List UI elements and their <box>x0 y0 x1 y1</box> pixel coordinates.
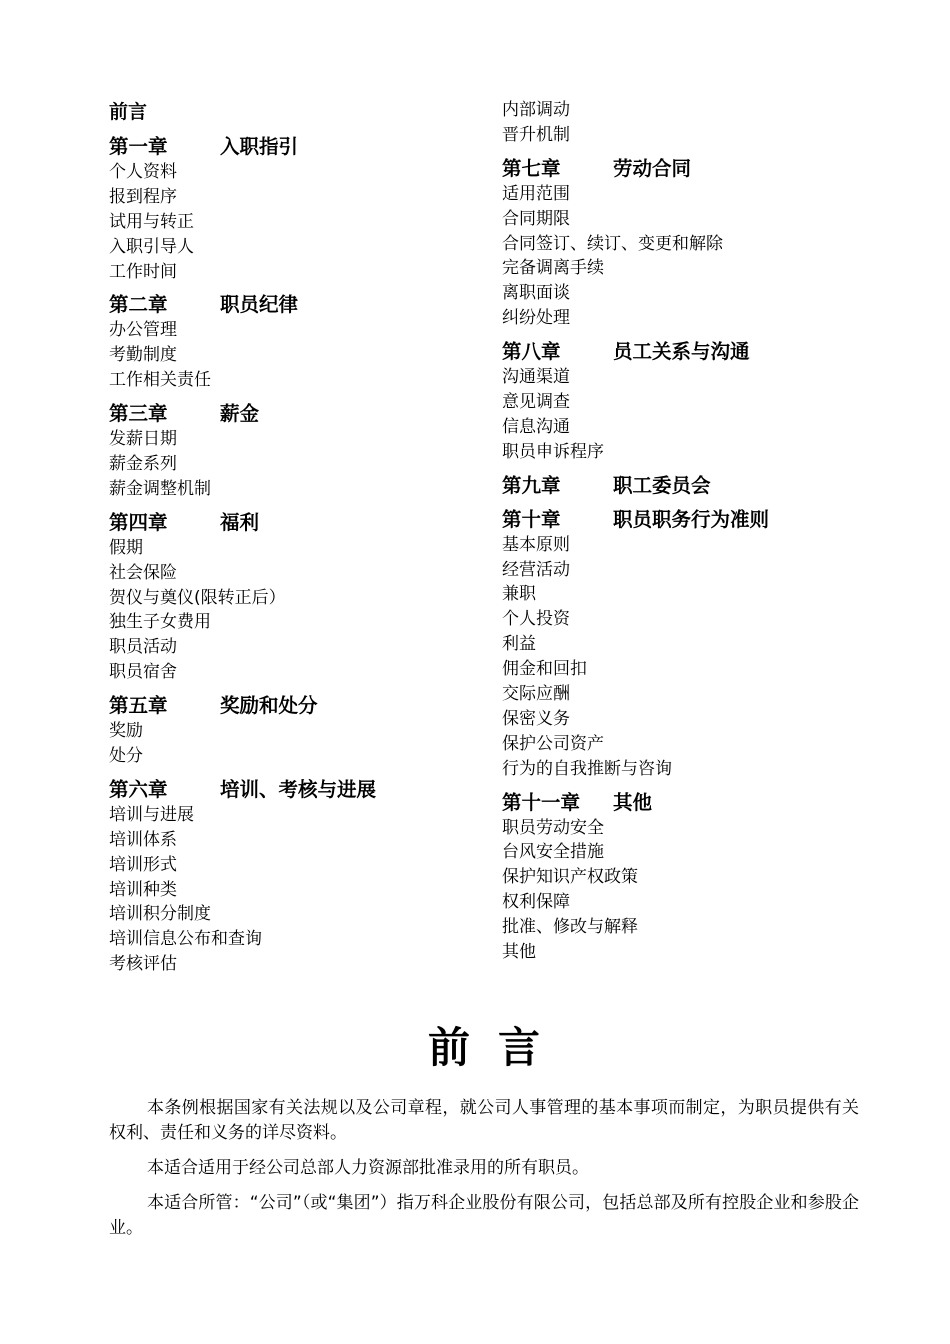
toc-chapter <box>502 790 882 965</box>
toc-item: 批准、修改与解释 <box>502 917 638 938</box>
toc-item: 薪金调整机制 <box>109 478 211 499</box>
chapter-heading <box>109 134 479 160</box>
toc-item: 试用与转正 <box>109 211 194 232</box>
toc-item: 个人资料 <box>109 162 177 182</box>
toc-item: 假期 <box>109 537 143 558</box>
toc-item: 培训信息公布和查询 <box>109 929 262 950</box>
chapter-title: 职员纪律 <box>220 293 299 317</box>
toc-chapter <box>109 693 479 769</box>
chapter-number: 第六章 <box>109 777 168 801</box>
toc-item: 保护公司资产 <box>502 733 604 754</box>
toc-item: 培训种类 <box>109 879 177 900</box>
toc-item: 完备调离手续 <box>502 258 604 279</box>
toc-item: 台风安全措施 <box>502 842 604 863</box>
chapter-title: 奖励和处分 <box>220 694 318 718</box>
toc-item: 经营活动 <box>502 559 570 580</box>
toc-item: 报到程序 <box>109 186 177 207</box>
toc-item: 合同期限 <box>502 208 570 229</box>
toc-chapter <box>502 473 882 499</box>
toc-item: 适用范围 <box>502 183 570 204</box>
toc-item: 职员活动 <box>109 637 177 658</box>
preface-paragraph: 本适合适用于经公司总部人力资源部批准录用的所有职员。 <box>147 1158 589 1178</box>
toc-item: 社会保险 <box>109 562 177 583</box>
chapter-title: 培训、考核与进展 <box>220 777 377 801</box>
toc-item: 独生子女费用 <box>109 612 211 633</box>
toc-item: 保密义务 <box>502 708 570 729</box>
toc-item: 培训积分制度 <box>109 904 211 925</box>
toc-item: 处分 <box>109 746 143 767</box>
chapter-number: 第三章 <box>109 402 168 426</box>
chapter-number: 第十一章 <box>502 790 581 814</box>
toc-item: 利益 <box>502 634 536 655</box>
toc-item: 发薪日期 <box>109 429 177 450</box>
toc-item: 工作时间 <box>109 261 177 282</box>
toc-chapter <box>109 292 479 393</box>
toc-item: 基本原则 <box>502 534 570 555</box>
chapter-heading <box>109 401 479 427</box>
toc-right-chapters <box>502 156 882 965</box>
chapter-title: 薪金 <box>220 402 260 426</box>
chapter-number: 第五章 <box>109 694 168 718</box>
toc-item: 纠纷处理 <box>502 308 570 329</box>
chapter-heading <box>502 339 882 365</box>
chapter-heading <box>502 156 882 182</box>
chapter-number: 第一章 <box>109 135 168 158</box>
chapter-heading <box>502 473 882 499</box>
toc-item: 兼职 <box>502 584 536 605</box>
preface-section <box>109 1018 859 1251</box>
toc-chapter <box>502 507 882 782</box>
toc-item: 行为的自我推断与咨询 <box>502 758 672 779</box>
chapter-title: 福利 <box>220 510 260 534</box>
toc-item: 离职面谈 <box>502 283 570 304</box>
toc-item: 职员宿舍 <box>109 662 177 683</box>
toc-chapter <box>502 339 882 465</box>
chapter-number: 第四章 <box>109 510 168 534</box>
toc-item: 办公管理 <box>109 320 177 341</box>
toc-item: 考勤制度 <box>109 345 177 366</box>
toc-chapter <box>502 156 882 331</box>
preface-paragraph: 本条例根据国家有关法规以及公司章程，就公司人事管理的基本事项而制定，为职员提供有关权利、责任和义务的详尽资料。 <box>109 1098 859 1143</box>
toc-item: 薪金系列 <box>109 454 177 475</box>
toc-chapter <box>109 777 479 977</box>
toc-chapter <box>109 134 479 284</box>
chapter-heading <box>109 510 479 536</box>
toc-left-column <box>109 98 479 985</box>
toc-item: 入职引导人 <box>109 236 194 257</box>
chapter-heading <box>109 292 479 318</box>
toc-item: 考核评估 <box>109 954 177 975</box>
toc-item: 佣金和回扣 <box>502 659 587 680</box>
chapter-heading <box>502 507 882 533</box>
chapter-number: 第十章 <box>502 507 561 531</box>
toc-chapter <box>109 401 479 502</box>
toc-item: 权利保障 <box>502 892 570 913</box>
toc-right-column <box>502 98 882 973</box>
toc-left-chapters <box>109 134 479 977</box>
chapter-heading <box>109 693 479 719</box>
toc-item: 保护知识产权政策 <box>502 867 638 888</box>
toc-item: 其他 <box>502 942 536 963</box>
preface-body <box>109 1096 859 1241</box>
toc-item: 晋升机制 <box>502 124 570 145</box>
toc-continued-items <box>502 98 882 148</box>
chapter-title: 入职指引 <box>220 135 299 158</box>
chapter-number: 第九章 <box>502 473 561 497</box>
toc-item: 贺仪与奠仪(限转正后） <box>109 587 286 608</box>
toc-intro-entry: 前言 <box>109 101 148 123</box>
toc-item: 意见调查 <box>502 392 570 413</box>
toc-item: 沟通渠道 <box>502 367 570 388</box>
chapter-number: 第二章 <box>109 293 168 317</box>
table-of-contents <box>0 98 950 998</box>
chapter-title: 劳动合同 <box>613 156 692 180</box>
toc-item: 信息沟通 <box>502 416 570 437</box>
toc-chapter <box>109 510 479 685</box>
preface-paragraph: 本适合所管：“公司”（或“集团”）指万科企业股份有限公司，包括总部及所有控股企业和参股企业。 <box>109 1193 859 1238</box>
toc-item: 工作相关责任 <box>109 370 211 391</box>
toc-item: 内部调动 <box>502 100 570 120</box>
chapter-heading <box>109 777 479 803</box>
preface-title: 前言 <box>427 1023 568 1072</box>
toc-item: 培训体系 <box>109 829 177 850</box>
toc-item: 交际应酬 <box>502 684 570 705</box>
chapter-title: 员工关系与沟通 <box>613 340 750 364</box>
chapter-number: 第七章 <box>502 156 561 180</box>
toc-item: 个人投资 <box>502 609 570 630</box>
toc-item: 合同签订、续订、变更和解除 <box>502 233 723 254</box>
chapter-title: 其他 <box>613 790 653 814</box>
toc-item: 职员劳动安全 <box>502 817 604 838</box>
toc-item: 培训形式 <box>109 854 177 875</box>
toc-item: 职员申诉程序 <box>502 441 604 462</box>
chapter-number: 第八章 <box>502 340 561 364</box>
chapter-title: 职工委员会 <box>613 473 711 497</box>
chapter-title: 职员职务行为准则 <box>613 507 770 531</box>
chapter-heading <box>502 790 882 816</box>
toc-item: 培训与进展 <box>109 804 194 825</box>
toc-item: 奖励 <box>109 721 143 742</box>
